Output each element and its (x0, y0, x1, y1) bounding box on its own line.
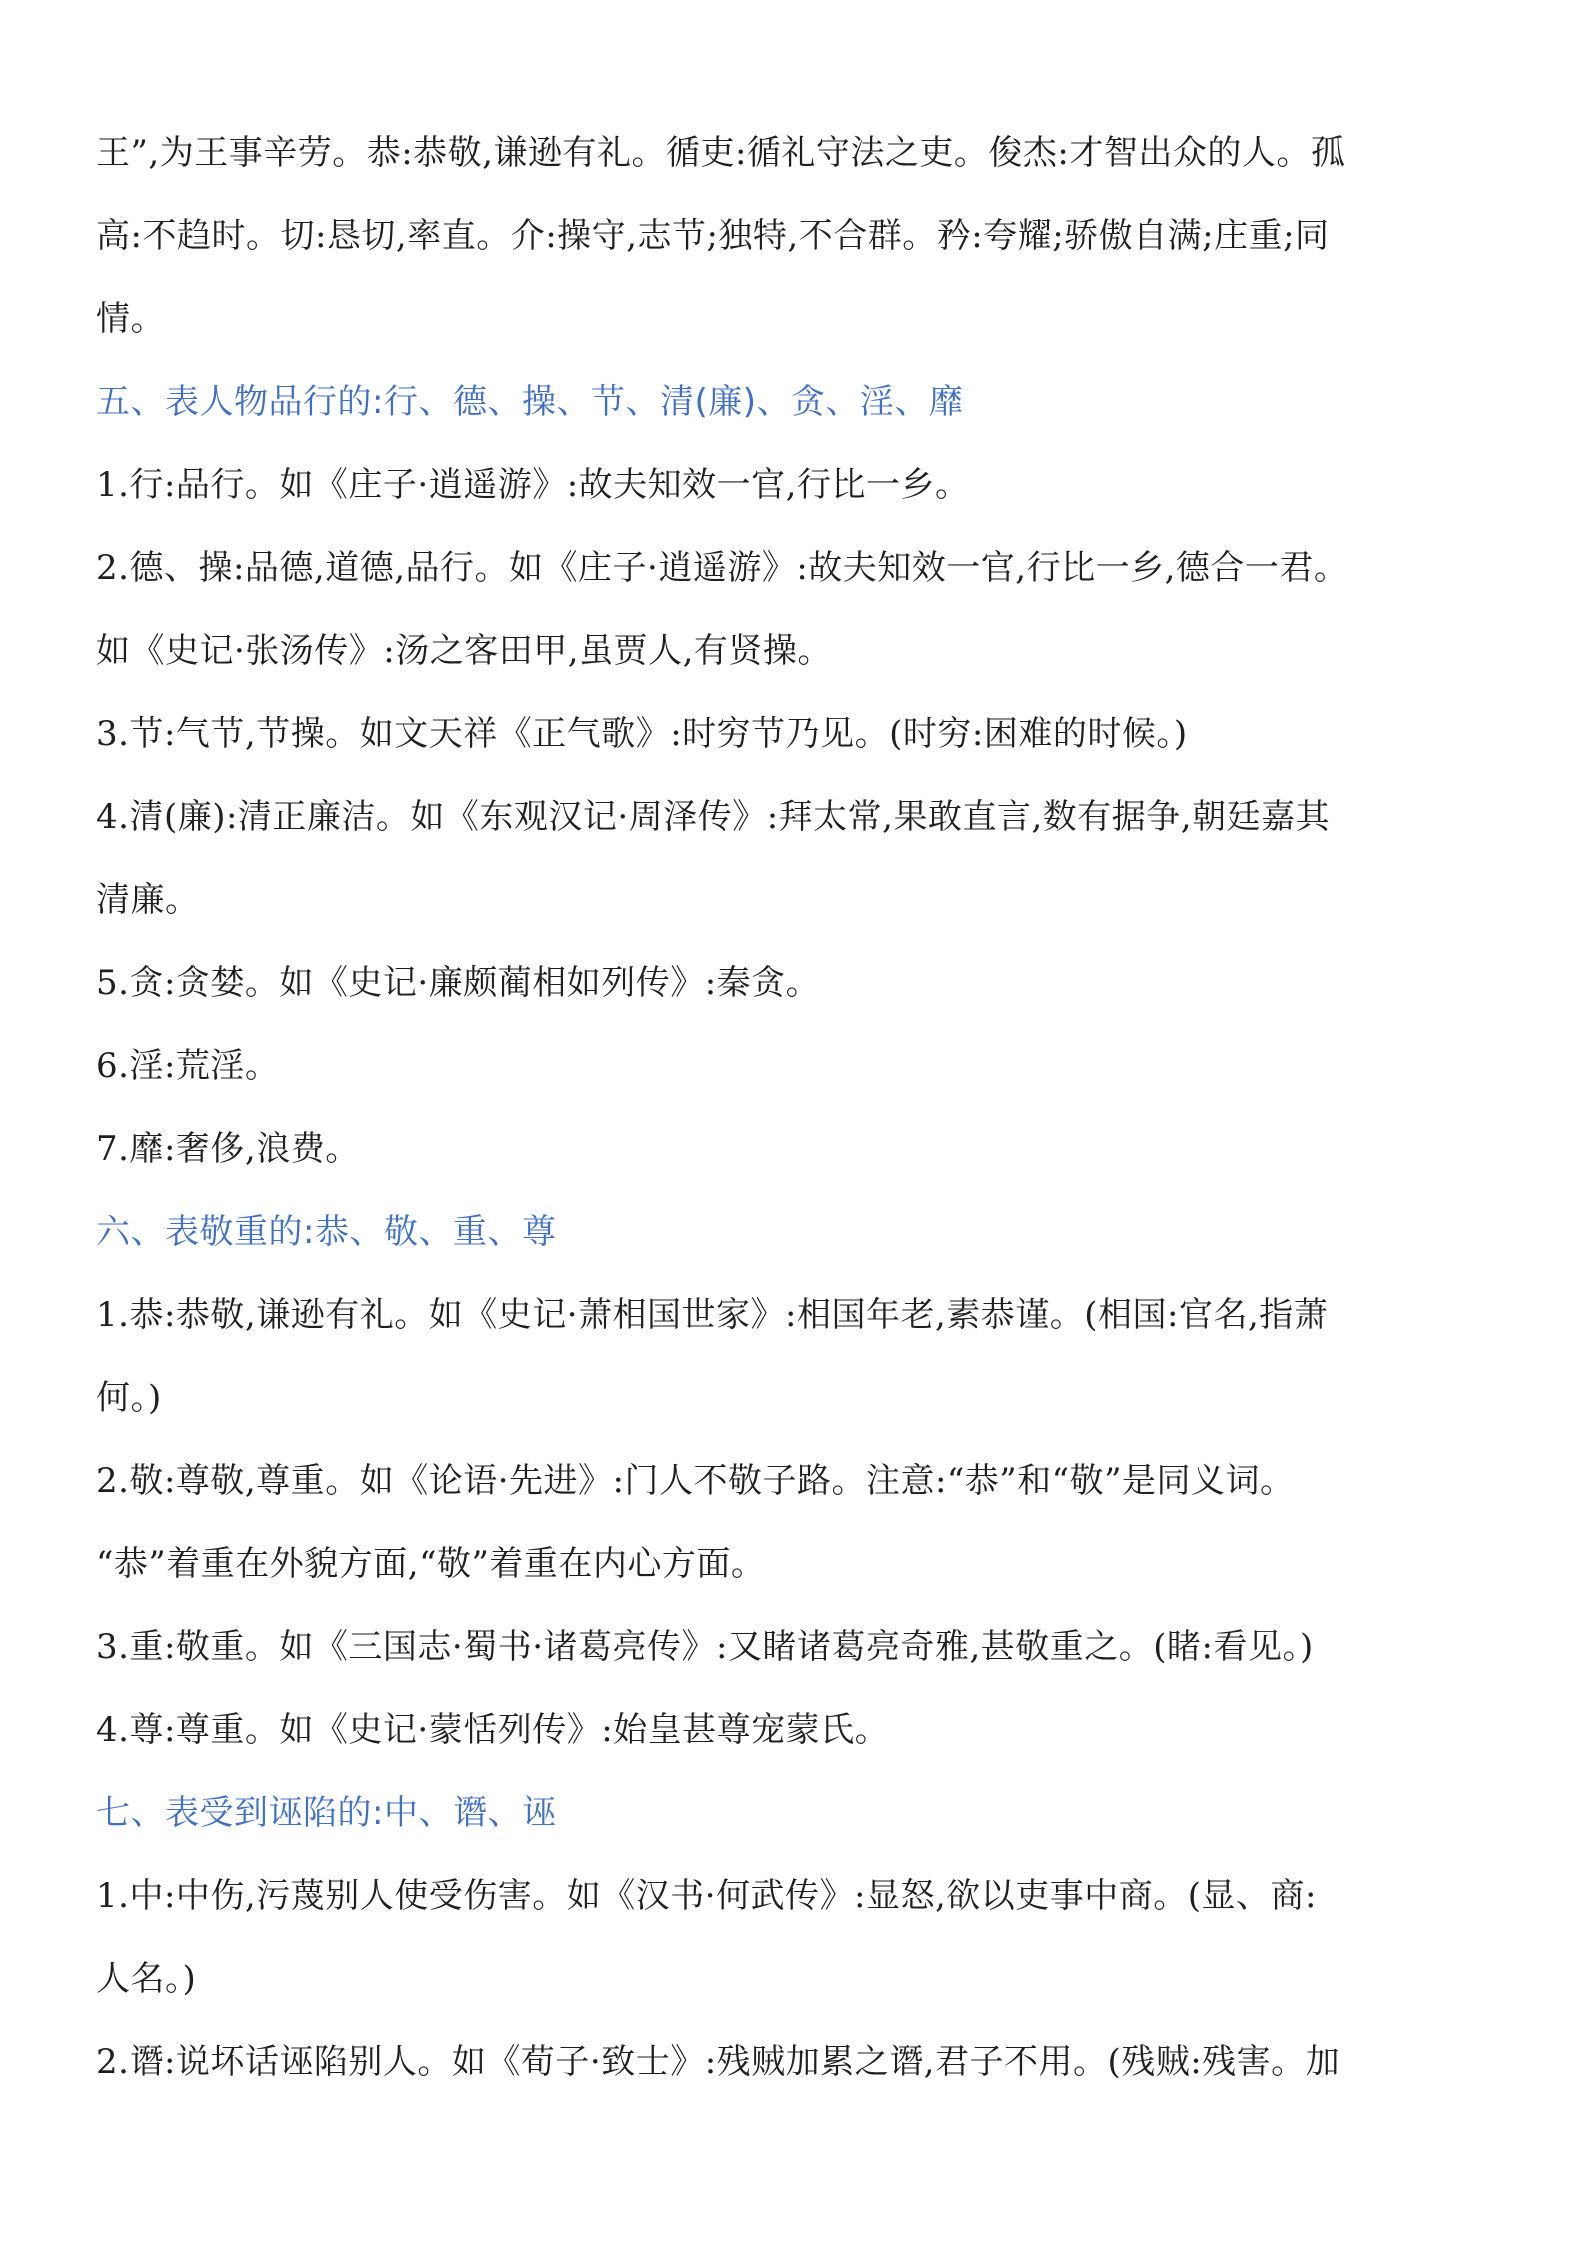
text-line-12: 6.淫:荒淫。 (96, 1046, 280, 1086)
document-page (96, 112, 1496, 2104)
text-line-5: 1.行:品行。如《庄子·逍遥游》:故夫知效一官,行比一乡。 (96, 465, 970, 505)
text-line-8: 3.节:气节,节操。如文天祥《正气歌》:时穷节乃见。(时穷:困难的时候。) (96, 714, 1188, 754)
text-line-6: 2.德、操:品德,道德,品行。如《庄子·逍遥游》:故夫知效一官,行比一乡,德合一君。 (96, 548, 1349, 588)
text-line-9: 4.清(廉):清正廉洁。如《东观汉记·周泽传》:拜太常,果敢直言,数有据争,朝廷嘉其 (96, 797, 1331, 837)
text-line-7: 如《史记·张汤传》:汤之客田甲,虽贾人,有贤操。 (96, 631, 832, 671)
text-line-10: 清廉。 (96, 880, 200, 920)
text-line-18: “恭”着重在外貌方面,“敬”着重在内心方面。 (96, 1544, 766, 1584)
section-heading-5: 五、表人物品行的:行、德、操、节、清(廉)、贪、淫、靡 (96, 382, 964, 422)
text-line-23: 人名。) (96, 1959, 197, 1999)
text-line-20: 4.尊:尊重。如《史记·蒙恬列传》:始皇甚尊宠蒙氏。 (96, 1710, 890, 1750)
text-line-17: 2.敬:尊敬,尊重。如《论语·先进》:门人不敬子路。注意:“恭”和“敬”是同义词。 (96, 1461, 1295, 1501)
text-line-16: 何。) (96, 1378, 162, 1418)
text-line-15: 1.恭:恭敬,谦逊有礼。如《史记·萧相国世家》:相国年老,素恭谨。(相国:官名,指萧 (96, 1295, 1329, 1335)
text-line-11: 5.贪:贪婪。如《史记·廉颇蔺相如列传》:秦贪。 (96, 963, 821, 1003)
section-heading-6: 六、表敬重的:恭、敬、重、尊 (96, 1212, 557, 1252)
text-line-2: 高:不趋时。切:恳切,率直。介:操守,志节;独特,不合群。矜:夸耀;骄傲自满;庄重;同 (96, 216, 1330, 256)
text-line-19: 3.重:敬重。如《三国志·蜀书·诸葛亮传》:又睹诸葛亮奇雅,甚敬重之。(睹:看见。) (96, 1627, 1314, 1667)
section-heading-7: 七、表受到诬陷的:中、谮、诬 (96, 1793, 557, 1833)
text-line-1: 王”,为王事辛劳。恭:恭敬,谦逊有礼。循吏:循礼守法之吏。俊杰:才智出众的人。孤 (96, 133, 1346, 173)
text-line-13: 7.靡:奢侈,浪费。 (96, 1129, 360, 1169)
text-line-3: 情。 (96, 299, 165, 339)
text-line-24: 2.谮:说坏话诬陷别人。如《荀子·致士》:残贼加累之谮,君子不用。(残贼:残害。加 (96, 2042, 1341, 2082)
text-line-22: 1.中:中伤,污蔑别人使受伤害。如《汉书·何武传》:显怒,欲以吏事中商。(显、商: (96, 1876, 1317, 1916)
